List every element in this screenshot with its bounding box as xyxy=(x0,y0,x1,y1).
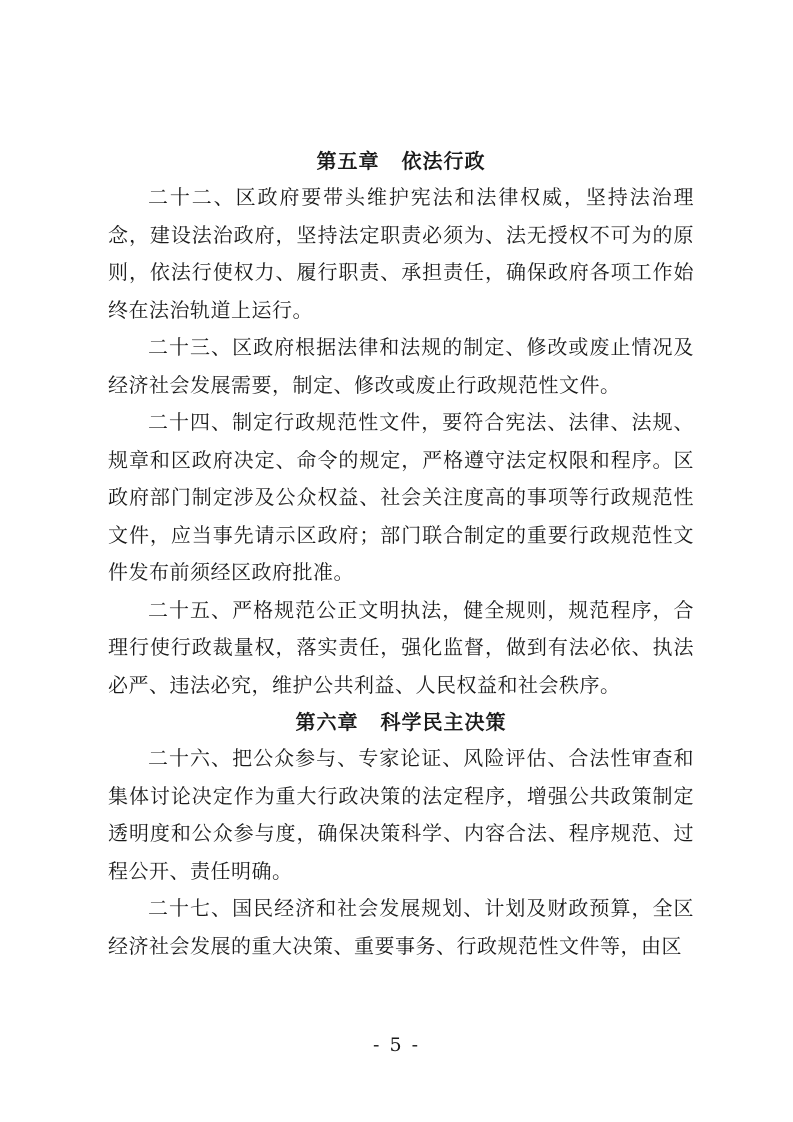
paragraph-24: 二十四、制定行政规范性文件，要符合宪法、法律、法规、规章和区政府决定、命令的规定，严格遵守法定权限和程序。区政府部门制定涉及公众权益、社会关注度高的事项等行政规范性文件，应当事先请示区政府；部门联合制定的重要行政规范性文件发布前须经区政府批准。 xyxy=(108,410,694,584)
chapter-5-heading xyxy=(108,143,694,179)
document-body xyxy=(108,143,694,965)
paragraph-26: 二十六、把公众参与、专家论证、风险评估、合法性审查和集体讨论决定作为重大行政决策的法定程序，增强公共政策制定透明度和公众参与度，确保决策科学、内容合法、程序规范、过程公开、责任明确。 xyxy=(108,746,694,883)
chapter-5-number: 第五章 xyxy=(316,149,380,173)
paragraph-25: 二十五、严格规范公正文明执法，健全规则，规范程序，合理行使行政裁量权，落实责任，强化监督，做到有法必依、执法必严、违法必究，维护公共利益、人民权益和社会秩序。 xyxy=(108,597,694,697)
chapter-5-title: 依法行政 xyxy=(401,149,486,173)
page-number: - 5 - xyxy=(372,1034,420,1056)
chapter-6-title: 科学民主决策 xyxy=(380,710,507,734)
chapter-6-number: 第六章 xyxy=(295,710,359,734)
paragraph-22: 二十二、区政府要带头维护宪法和法律权威，坚持法治理念，建设法治政府，坚持法定职责必须为、法无授权不可为的原则，依法行使权力、履行职责、承担责任，确保政府各项工作始终在法治轨道上运行。 xyxy=(108,185,694,322)
paragraph-27: 二十七、国民经济和社会发展规划、计划及财政预算，全区经济社会发展的重大决策、重要事务、行政规范性文件等，由区 xyxy=(108,896,694,958)
paragraph-23: 二十三、区政府根据法律和法规的制定、修改或废止情况及经济社会发展需要，制定、修改或废止行政规范性文件。 xyxy=(108,335,694,397)
chapter-6-heading xyxy=(108,704,694,740)
